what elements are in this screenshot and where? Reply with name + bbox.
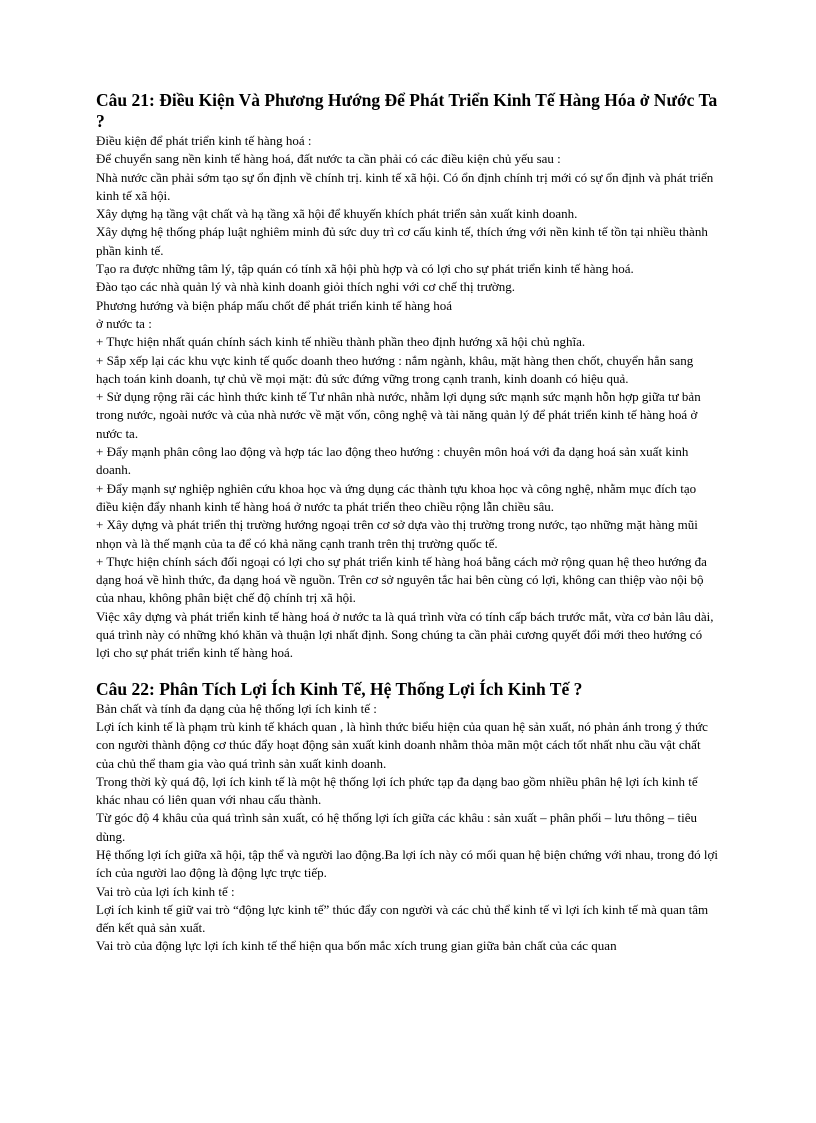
section-cau-22 bbox=[96, 679, 718, 956]
paragraph: Từ góc độ 4 khâu của quá trình sản xuất, có hệ thống lợi ích giữa các khâu : sản xuất – phân phối – lưu thông – tiêu dùng. bbox=[96, 810, 697, 844]
paragraph: Lợi ích kinh tế là phạm trù kinh tế khách quan , là hình thức biểu hiện của quan hệ sản xuất, nó phản ánh trong ý thức con người thành động cơ thúc đẩy hoạt động sản xuất kinh doanh nhằm thỏa mãn một cách tốt nhất nhu cầu vật chất của chủ thể tham gia vào quá trình sản xuất kinh doanh. bbox=[96, 718, 708, 771]
bullet-paragraph: + Thực hiện nhất quán chính sách kinh tế nhiều thành phần theo định hướng xã hội chủ nghĩa. bbox=[96, 334, 586, 350]
section-cau-21 bbox=[96, 90, 718, 663]
paragraph: Xây dựng hệ thống pháp luật nghiêm minh đủ sức duy trì cơ cấu kinh tế, thích ứng với nền kinh tế tồn tại nhiều thành phần kinh tế. bbox=[96, 224, 708, 258]
bullet-paragraph: + Xây dựng và phát triển thị trường hướng ngoại trên cơ sở dựa vào thị trường trong nước, tạo những mặt hàng mũi nhọn và là thế mạnh của ta để có khả năng cạnh tranh trên thị trường quốc tế. bbox=[96, 517, 698, 551]
paragraph: Vai trò của động lực lợi ích kinh tế thể hiện qua bốn mắc xích trung gian giữa bản chất của các quan bbox=[96, 938, 617, 954]
paragraph: Xây dựng hạ tầng vật chất và hạ tầng xã hội để khuyến khích phát triển sản xuất kinh doanh. bbox=[96, 206, 578, 222]
paragraph: Để chuyển sang nền kinh tế hàng hoá, đất nước ta cần phải có các điều kiện chủ yếu sau : bbox=[96, 151, 561, 167]
paragraph: Tạo ra được những tâm lý, tập quán có tính xã hội phù hợp và có lợi cho sự phát triển kinh tế hàng hoá. bbox=[96, 261, 634, 277]
paragraph: Bản chất và tính đa dạng của hệ thống lợi ích kinh tế : bbox=[96, 700, 377, 716]
paragraph: Việc xây dựng và phát triển kinh tế hàng hoá ở nước ta là quá trình vừa có tính cấp bách trước mắt, vừa cơ bản lâu dài, quá trình này có những khó khăn và thuận lợi nhất định. Song chúng ta cần phải cương quyết đổi mới theo hướng có lợi cho sự phát triển kinh tế hàng hoá. bbox=[96, 608, 714, 661]
paragraph: Trong thời kỳ quá độ, lợi ích kinh tế là một hệ thống lợi ích phức tạp đa dạng bao gồm nhiều phân hệ lợi ích kinh tế khác nhau có liên quan với nhau cấu thành. bbox=[96, 773, 698, 808]
paragraph: Đào tạo các nhà quản lý và nhà kinh doanh giỏi thích nghi với cơ chế thị trường. bbox=[96, 279, 516, 295]
section-heading: Câu 21: Điều Kiện Và Phương Hướng Để Phát Triển Kinh Tế Hàng Hóa ở Nước Ta ? bbox=[96, 90, 718, 131]
paragraph: Hệ thống lợi ích giữa xã hội, tập thể và người lao động.Ba lợi ích này có mối quan hệ biện chứng với nhau, trong đó lợi ích của người lao động là động lực trực tiếp. bbox=[96, 846, 718, 881]
bullet-paragraph: + Đẩy mạnh sự nghiệp nghiên cứu khoa học và ứng dụng các thành tựu khoa học và công nghệ, nhằm mục đích tạo điều kiện đẩy nhanh kinh tế hàng hoá ở nước ta phát triển theo chiều rộng lẫn chiều sâu. bbox=[96, 480, 697, 514]
paragraph: Vai trò của lợi ích kinh tế : bbox=[96, 883, 235, 899]
paragraph: Lợi ích kinh tế giữ vai trò “động lực kinh tế” thúc đẩy con người và các chủ thể kinh tế vì lợi ích kinh tế mà quan tâm đến kết quả sản xuất. bbox=[96, 901, 709, 936]
paragraph: Nhà nước cần phải sớm tạo sự ổn định về chính trị. kinh tế xã hội. Có ổn định chính trị mới có sự ổn định và phát triển kinh tế xã hội. bbox=[96, 169, 714, 203]
section-heading: Câu 22: Phân Tích Lợi Ích Kinh Tế, Hệ Thống Lợi Ích Kinh Tế ? bbox=[96, 678, 583, 699]
bullet-paragraph: + Đẩy mạnh phân công lao động và hợp tác lao động theo hướng : chuyên môn hoá với đa dạng hoá sản xuất kinh doanh. bbox=[96, 444, 689, 478]
paragraph: Điều kiện để phát triển kinh tế hàng hoá : bbox=[96, 133, 312, 148]
paragraph: ở nước ta : bbox=[96, 315, 152, 331]
bullet-paragraph: + Sắp xếp lại các khu vực kinh tế quốc doanh theo hướng : nắm ngành, khâu, mặt hàng then chốt, chuyển hẳn sang hạch toán kinh doanh, tự chủ về mọi mặt: đủ sức đứng vững trong cạnh tranh, kinh doanh có hiệu quả. bbox=[96, 352, 694, 386]
bullet-paragraph: + Sử dụng rộng rãi các hình thức kinh tế Tư nhân nhà nước, nhằm lợi dụng sức mạnh sức mạnh hỗn hợp giữa tư bản trong nước, ngoài nước và của nhà nước về mặt vốn, công nghệ và tài năng quản lý để phát triển kinh tế hàng hoá ở nước ta. bbox=[96, 389, 701, 441]
paragraph: Phương hướng và biện pháp mấu chốt để phát triển kinh tế hàng hoá bbox=[96, 297, 453, 313]
document-page bbox=[96, 90, 718, 956]
bullet-paragraph: + Thực hiện chính sách đối ngoại có lợi cho sự phát triển kinh tế hàng hoá bằng cách mở rộng quan hệ theo hướng đa dạng hoá về hình thức, đa dạng hoá về nguồn. Trên cơ sở nguyên tắc hai bên cùng có lợi, không can thiệp vào nội bộ của nhau, không phân biệt chế độ chính trị xã hội. bbox=[96, 553, 707, 606]
